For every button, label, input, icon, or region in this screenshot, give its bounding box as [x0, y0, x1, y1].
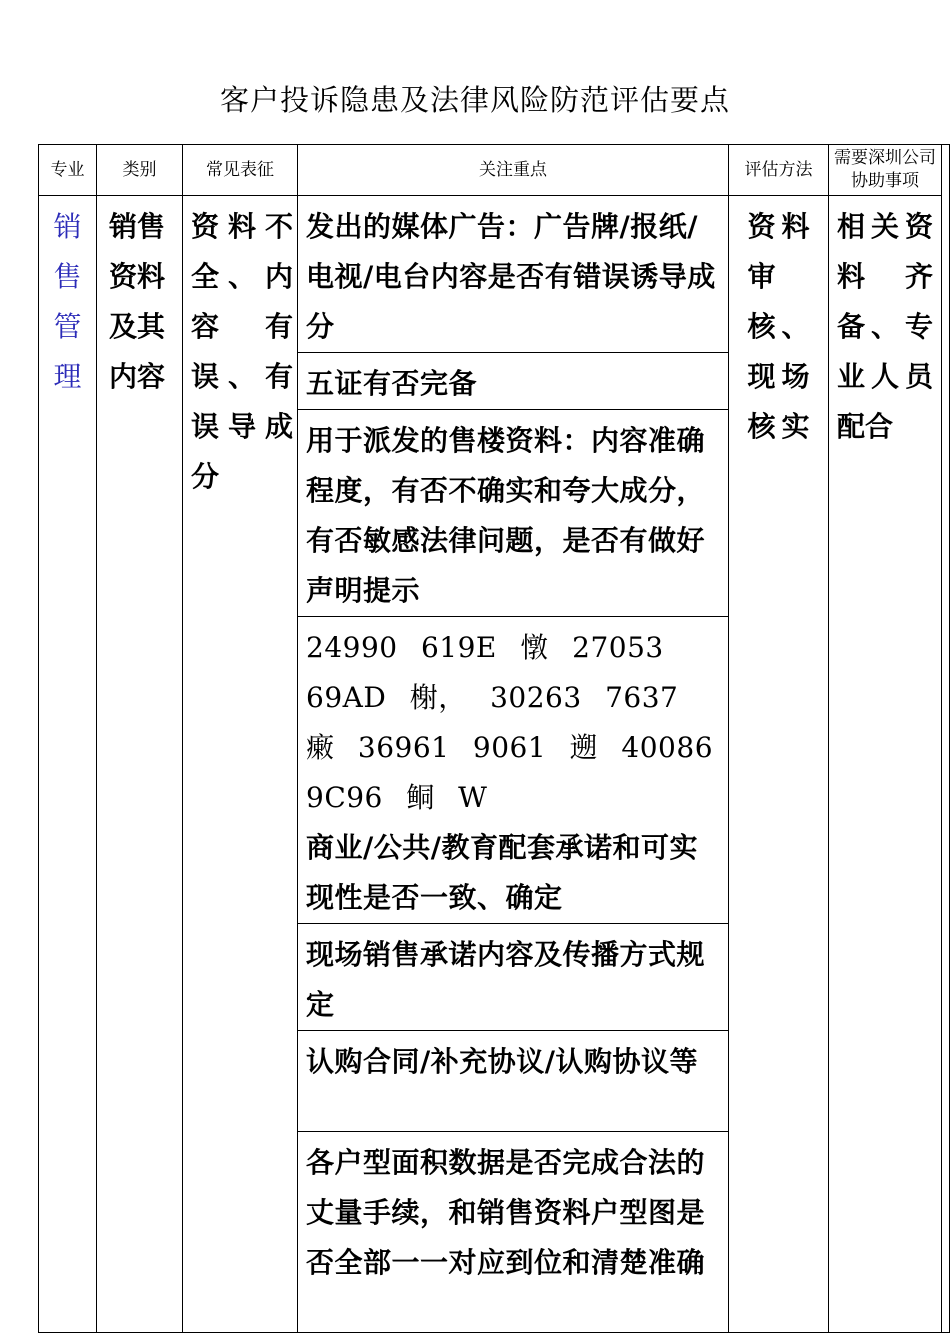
focus-item: 五证有否完备	[298, 353, 729, 410]
major-cell	[39, 196, 97, 1333]
focus-item: 现场销售承诺内容及传播方式规定	[298, 924, 729, 1031]
focus-item: 各户型面积数据是否完成合法的丈量手续，和销售资料户型图是否全部一一对应到位和清楚准确	[298, 1132, 729, 1333]
header-spacer	[942, 145, 950, 196]
focus-item: 认购合同/补充协议/认购协议等	[298, 1031, 729, 1132]
method-text: 资料审核、现场核实	[747, 210, 810, 443]
header-category: 类别	[97, 145, 183, 196]
category-cell: 销售资料及其内容	[97, 196, 183, 1333]
assist-cell: 相关资料齐备、专业人员配合	[829, 196, 942, 1333]
header-focus: 关注重点	[298, 145, 729, 196]
focus-item-garbled: 24990 619E 憞 27053 69AD 榭， 30263 7637 瘷 36961 9061 遡 40086 9C96 鲖 W	[298, 617, 729, 824]
focus-item: 商业/公共/教育配套承诺和可实现性是否一致、确定	[298, 823, 729, 924]
spacer-cell	[942, 196, 950, 1333]
page-title: 客户投诉隐患及法律风险防范评估要点	[219, 83, 730, 117]
header-method: 评估方法	[729, 145, 829, 196]
focus-item: 发出的媒体广告：广告牌/报纸/电视/电台内容是否有错误诱导成分	[298, 196, 729, 353]
focus-item: 用于派发的售楼资料：内容准确程度，有否不确实和夸大成分，有否敏感法律问题，是否有做好声明提示	[298, 410, 729, 617]
table-row	[39, 196, 950, 353]
major-text: 销售管理	[53, 210, 82, 393]
method-cell	[729, 196, 829, 1333]
evaluation-table	[38, 144, 950, 1333]
symptom-cell: 资料不全、内容有误、有误导成分	[183, 196, 298, 1333]
header-assist: 需要深圳公司协助事项	[829, 145, 942, 196]
header-row	[39, 145, 950, 196]
header-symptom: 常见表征	[183, 145, 298, 196]
header-major: 专业	[39, 145, 97, 196]
